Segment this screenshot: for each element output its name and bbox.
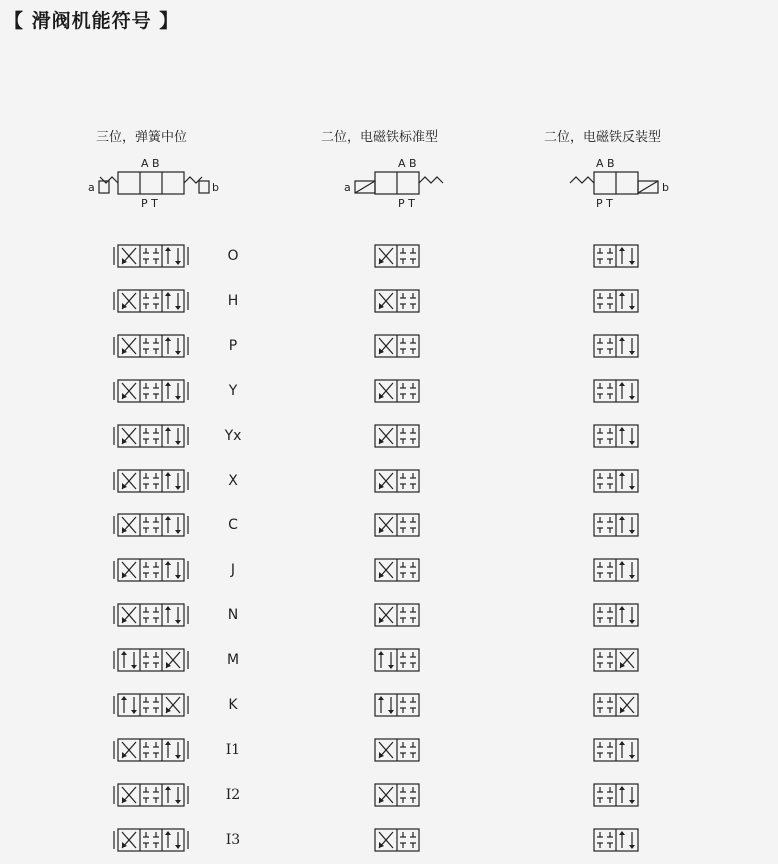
two-position-standard-symbol <box>375 649 419 671</box>
two-position-reversed-symbol <box>594 559 638 581</box>
side-a-label: a <box>88 181 95 194</box>
two-position-standard-symbol <box>375 335 419 357</box>
function-code-label: H <box>227 293 239 309</box>
three-position-symbol <box>114 649 188 671</box>
two-position-standard-symbol <box>375 739 419 761</box>
ports-top-label: A B <box>398 157 417 170</box>
two-position-reversed-symbol <box>594 829 638 851</box>
function-code-label: Y <box>228 383 238 399</box>
function-row-i3 <box>114 829 638 851</box>
two-position-reversed-symbol <box>594 290 638 312</box>
function-code-label: C <box>228 517 238 533</box>
three-position-header-symbol <box>88 157 219 210</box>
function-row-p <box>114 335 638 357</box>
function-row-n <box>114 604 638 626</box>
side-b-label: b <box>662 181 669 194</box>
three-position-symbol <box>114 335 188 357</box>
spring-icon <box>570 177 594 183</box>
two-position-standard-symbol <box>375 604 419 626</box>
three-position-symbol <box>114 290 188 312</box>
two-position-reversed-header-symbol <box>570 157 669 210</box>
three-position-symbol <box>114 604 188 626</box>
two-position-standard-symbol <box>375 470 419 492</box>
two-position-reversed-symbol <box>594 245 638 267</box>
function-row-c <box>114 514 638 536</box>
two-position-standard-symbol <box>375 245 419 267</box>
two-position-reversed-symbol <box>594 694 638 716</box>
two-position-standard-symbol <box>375 380 419 402</box>
function-code-label: I3 <box>225 832 241 848</box>
actuator-b <box>199 181 209 193</box>
two-position-reversed-symbol <box>594 470 638 492</box>
function-row-j <box>114 559 638 581</box>
two-position-standard-symbol <box>375 694 419 716</box>
ports-bottom-label: P T <box>141 197 158 210</box>
column-header-two-position-standard: 二位，电磁铁标准型 <box>321 130 439 145</box>
two-position-standard-symbol <box>375 559 419 581</box>
function-code-label: Yx <box>224 428 242 444</box>
function-row-o <box>114 245 638 267</box>
three-position-symbol <box>114 784 188 806</box>
three-position-symbol <box>114 694 188 716</box>
two-position-standard-symbol <box>375 514 419 536</box>
three-position-symbol <box>114 829 188 851</box>
column-header-three-position: 三位，弹簧中位 <box>96 130 188 145</box>
two-position-reversed-symbol <box>594 649 638 671</box>
function-row-k <box>114 694 638 716</box>
ports-top-label: A B <box>141 157 160 170</box>
side-b-label: b <box>212 181 219 194</box>
two-position-reversed-symbol <box>594 604 638 626</box>
function-code-label: K <box>228 697 238 713</box>
ports-bottom-label: P T <box>596 197 613 210</box>
function-row-yx <box>114 425 638 447</box>
column-header-two-position-reversed: 二位，电磁铁反装型 <box>544 130 662 145</box>
ports-bottom-label: P T <box>398 197 415 210</box>
two-position-reversed-symbol <box>594 425 638 447</box>
three-position-symbol <box>114 559 188 581</box>
page-title: 【 滑阀机能符号 】 <box>4 10 180 32</box>
function-row-m <box>114 649 638 671</box>
function-row-y <box>114 380 638 402</box>
two-position-reversed-symbol <box>594 514 638 536</box>
three-position-symbol <box>114 425 188 447</box>
two-position-reversed-symbol <box>594 380 638 402</box>
side-a-label: a <box>344 181 351 194</box>
two-position-standard-symbol <box>375 425 419 447</box>
two-position-standard-symbol <box>375 290 419 312</box>
function-code-label: P <box>228 338 238 354</box>
function-code-label: I1 <box>225 742 241 758</box>
three-position-symbol <box>114 739 188 761</box>
function-row-h <box>114 290 638 312</box>
two-position-standard-symbol <box>375 784 419 806</box>
two-position-standard-symbol <box>375 829 419 851</box>
spring-icon <box>419 177 443 183</box>
three-position-symbol <box>114 380 188 402</box>
actuator-a <box>99 181 109 193</box>
three-position-symbol <box>114 514 188 536</box>
three-position-symbol <box>114 470 188 492</box>
function-code-label: O <box>227 248 239 264</box>
two-position-reversed-symbol <box>594 784 638 806</box>
function-row-i1 <box>114 739 638 761</box>
valve-body <box>118 172 184 194</box>
two-position-reversed-symbol <box>594 739 638 761</box>
two-position-reversed-symbol <box>594 335 638 357</box>
function-row-i2 <box>114 784 638 806</box>
function-row-x <box>114 470 638 492</box>
function-code-label: J <box>230 562 236 578</box>
function-code-label: M <box>226 652 240 668</box>
function-code-label: I2 <box>225 787 241 803</box>
three-position-symbol <box>114 245 188 267</box>
function-code-label: N <box>227 607 239 623</box>
two-position-standard-header-symbol <box>344 157 443 210</box>
function-code-label: X <box>228 473 238 489</box>
ports-top-label: A B <box>596 157 615 170</box>
